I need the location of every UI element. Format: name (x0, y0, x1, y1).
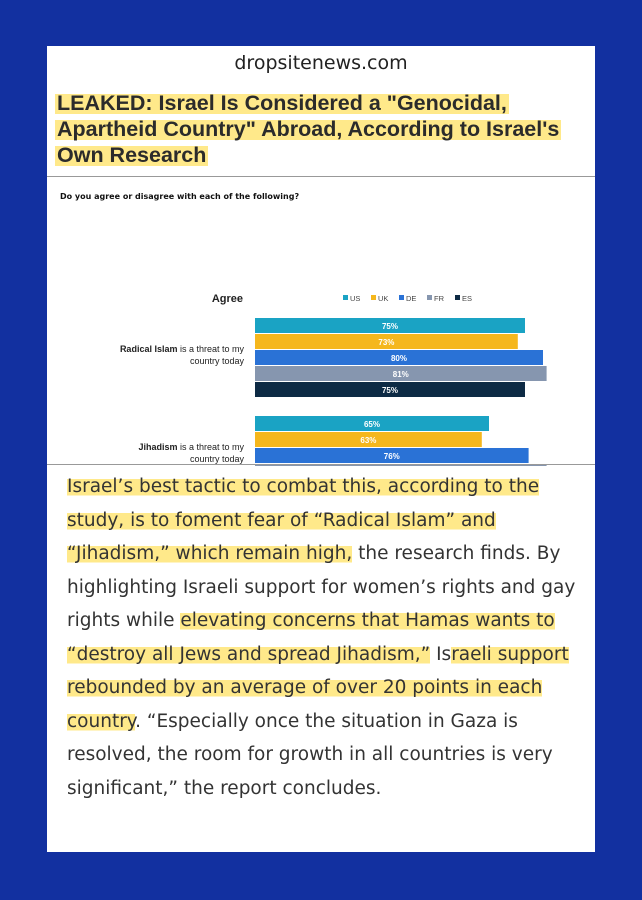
legend-label: FR (434, 294, 444, 303)
legend-label: DE (406, 294, 417, 303)
bar-value-label: 81% (392, 370, 409, 379)
category-label-line2: country today (189, 454, 244, 464)
headline (55, 90, 591, 168)
bar-value-label: 80% (390, 354, 408, 363)
legend-label: ES (462, 294, 473, 303)
legend-label: US (350, 294, 361, 303)
chart-question: Do you agree or disagree with each of the following? (60, 192, 300, 201)
bar-value-label: 75% (381, 386, 399, 395)
category-label-line2: country today (189, 356, 244, 366)
article-body (67, 470, 587, 805)
chart-section-label: Agree (211, 293, 243, 305)
legend-label: UK (378, 294, 389, 303)
bar-value-label: 73% (378, 338, 395, 347)
body-text-segment: Is (430, 643, 452, 665)
category-label-bold: Radical Islam (119, 344, 178, 354)
highlighted-text: elevating concerns that Hamas wants to “destroy all Jews and spread Jihadism,” (67, 610, 555, 665)
bar-value-label: 75% (381, 322, 399, 331)
body-text-segment: the research finds. By highlighting Israeli support for women’s rights and gay rights while (67, 543, 576, 631)
highlighted-text: raeli support rebounded by an average of over 20 points in each country (67, 643, 569, 732)
category-label (120, 344, 245, 354)
category-label-rest: is a threat to my (177, 442, 244, 452)
legend-swatch (455, 295, 460, 300)
bar-value-label: 76% (383, 452, 400, 461)
category-label-bold: Jihadism (138, 442, 178, 452)
legend-swatch (427, 295, 432, 300)
bar-value-label: 65% (363, 420, 381, 429)
category-label (138, 442, 244, 452)
legend-swatch (371, 295, 376, 300)
legend-swatch (343, 295, 348, 300)
site-domain[interactable]: dropsitenews.com (234, 52, 408, 74)
bar-value-label: 63% (360, 436, 377, 445)
divider (47, 176, 595, 177)
headline-text: LEAKED: Israel Is Considered a "Genocidal, Apartheid Country" Abroad, According to Israel's Own Research (57, 91, 560, 167)
article-card (47, 46, 595, 852)
highlighted-text: Israel’s best tactic to combat this, according to the study, is to foment fear of “Radical Islam” and “Jihadism,” which remain high, (67, 476, 540, 564)
body-text-segment: . “Especially once the situation in Gaza is resolved, the room for growth in all countries is very significant,” the report concludes. (67, 710, 553, 799)
category-label-rest: is a threat to my (177, 344, 244, 354)
divider (47, 464, 595, 465)
legend-swatch (399, 295, 404, 300)
survey-bar-chart (47, 226, 595, 466)
